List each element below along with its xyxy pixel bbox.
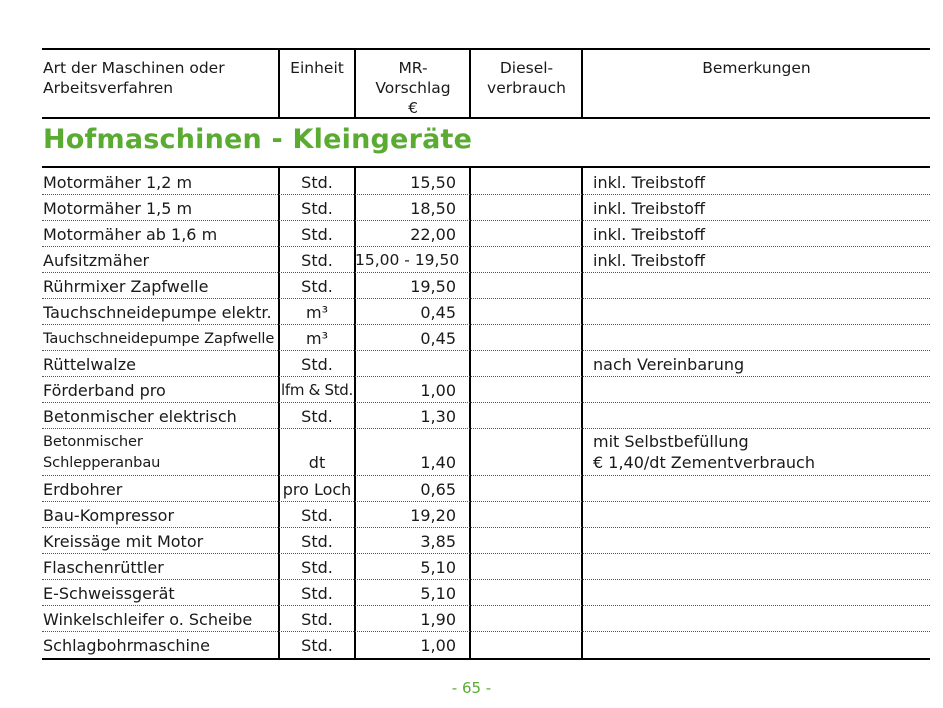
- price-cell: 1,90: [420, 610, 456, 629]
- price-cell: 19,20: [410, 506, 456, 525]
- machine-name: Motormäher 1,5 m: [43, 199, 193, 218]
- machine-name: Kreissäge mit Motor: [43, 532, 204, 551]
- header-bottom-rule: [42, 117, 930, 119]
- unit-cell: Std.: [301, 355, 333, 374]
- machine-name: Rührmixer Zapfwelle: [43, 277, 209, 296]
- unit-cell: Std.: [301, 636, 333, 655]
- unit-cell: Std.: [301, 277, 333, 296]
- price-cell: 0,65: [420, 480, 456, 499]
- unit-cell: m³: [306, 303, 328, 322]
- header-unit: Einheit: [290, 59, 344, 77]
- remark-cell: nach Vereinbarung: [593, 355, 745, 374]
- unit-cell: Std.: [301, 584, 333, 603]
- machine-name: Tauchschneidepumpe elektr.: [43, 303, 272, 322]
- machine-name: Bau-Kompressor: [43, 506, 175, 525]
- table-row: [42, 476, 930, 502]
- unit-cell: Std.: [301, 173, 333, 192]
- table-row: [42, 528, 930, 554]
- price-cell: 15,50: [410, 173, 456, 192]
- header-price: MR- Vorschlag €: [375, 59, 451, 117]
- table-row: [42, 580, 930, 606]
- unit-cell: dt: [308, 453, 326, 472]
- machine-name: Flaschenrüttler: [43, 558, 164, 577]
- machine-name: Betonmischer Schlepperanbau: [43, 433, 161, 471]
- unit-cell: lfm & Std.: [281, 381, 353, 399]
- unit-cell: Std.: [301, 532, 333, 551]
- table-row: [42, 351, 930, 377]
- unit-cell: Std.: [301, 251, 333, 270]
- remark-cell: inkl. Treibstoff: [593, 251, 705, 270]
- unit-cell: Std.: [301, 558, 333, 577]
- table-row: [42, 195, 930, 221]
- table-row: [42, 325, 930, 351]
- header-diesel: Diesel- verbrauch: [487, 59, 566, 97]
- price-cell: 1,40: [420, 453, 456, 472]
- price-cell: 1,00: [420, 636, 456, 655]
- unit-cell: pro Loch: [282, 480, 352, 499]
- table-row: [42, 403, 930, 429]
- machine-name: Förderband pro: [43, 381, 166, 400]
- header-machine: Art der Maschinen oder Arbeitsverfahren: [43, 59, 225, 97]
- table-row: [42, 377, 930, 403]
- remark-cell: inkl. Treibstoff: [593, 199, 705, 218]
- price-cell: 0,45: [420, 329, 456, 348]
- price-cell: 3,85: [420, 532, 456, 551]
- remark-cell: mit Selbstbefüllung € 1,40/dt Zementverbrauch: [593, 432, 815, 472]
- table-row: [42, 247, 930, 273]
- table-bottom-rule: [42, 658, 930, 660]
- machine-name: Rüttelwalze: [43, 355, 136, 374]
- section-title: Hofmaschinen - Kleingeräte: [43, 124, 473, 155]
- machine-name: Erdbohrer: [43, 480, 123, 499]
- price-cell: 0,45: [420, 303, 456, 322]
- price-cell: 1,00: [420, 381, 456, 400]
- table-row: [42, 169, 930, 195]
- machine-name: Betonmischer elektrisch: [43, 407, 237, 426]
- table-row: [42, 502, 930, 528]
- unit-cell: Std.: [301, 610, 333, 629]
- remark-cell: inkl. Treibstoff: [593, 225, 705, 244]
- machine-name: Tauchschneidepumpe Zapfwelle: [43, 330, 275, 347]
- price-cell: 5,10: [420, 558, 456, 577]
- unit-cell: Std.: [301, 199, 333, 218]
- machine-name: Motormäher ab 1,6 m: [43, 225, 218, 244]
- table-row: [42, 273, 930, 299]
- header-remarks: Bemerkungen: [702, 59, 811, 77]
- table-row: [42, 632, 930, 658]
- section-bottom-rule: [42, 166, 930, 168]
- unit-cell: m³: [306, 329, 328, 348]
- table-row: [42, 429, 930, 476]
- price-cell: 18,50: [410, 199, 456, 218]
- machine-name: Schlagbohrmaschine: [43, 636, 210, 655]
- machine-name: Motormäher 1,2 m: [43, 173, 193, 192]
- price-cell: 1,30: [420, 407, 456, 426]
- remark-cell: inkl. Treibstoff: [593, 173, 705, 192]
- price-cell: 22,00: [410, 225, 456, 244]
- unit-cell: Std.: [301, 506, 333, 525]
- table-row: [42, 221, 930, 247]
- table-row: [42, 606, 930, 632]
- unit-cell: Std.: [301, 225, 333, 244]
- table-top-rule: [42, 48, 930, 50]
- table-row: [42, 299, 930, 325]
- machine-name: Winkelschleifer o. Scheibe: [43, 610, 253, 629]
- machine-name: Aufsitzmäher: [43, 251, 150, 270]
- unit-cell: Std.: [301, 407, 333, 426]
- price-cell: 15,00 - 19,50: [355, 251, 460, 269]
- price-cell: 19,50: [410, 277, 456, 296]
- page-number: - 65 -: [451, 679, 492, 697]
- machine-name: E-Schweissgerät: [43, 584, 175, 603]
- price-cell: 5,10: [420, 584, 456, 603]
- table-row: [42, 554, 930, 580]
